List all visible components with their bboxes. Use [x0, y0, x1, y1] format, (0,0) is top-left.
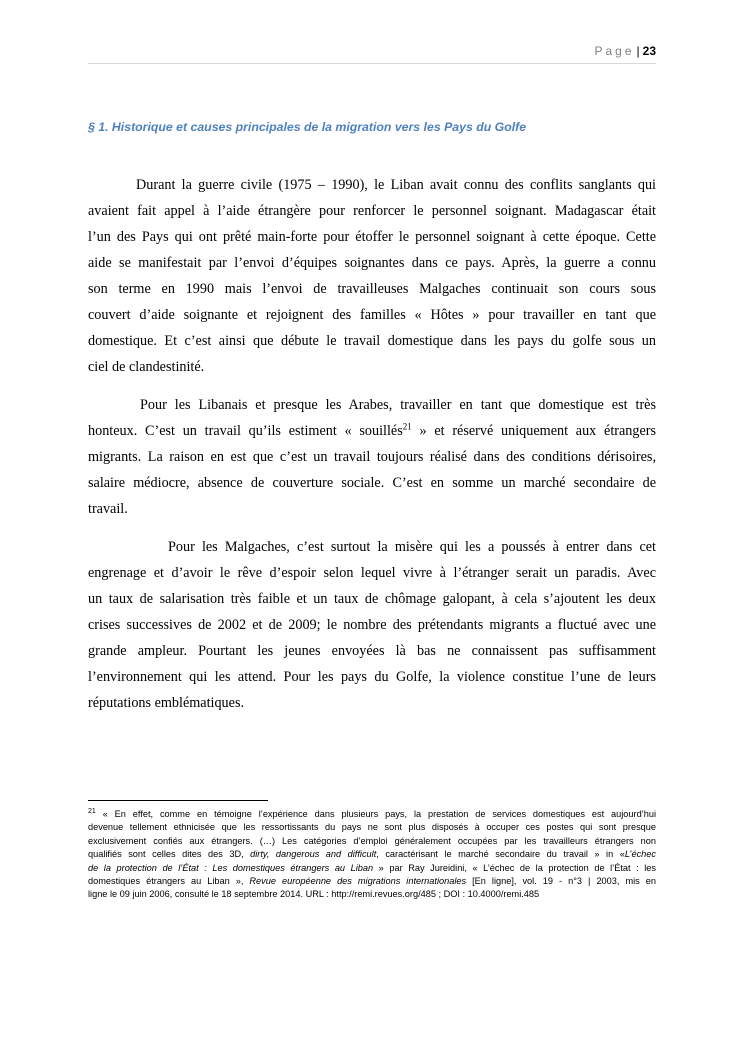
text-line: l’un des Pays qui ont prêté main-forte pour étoffer le personnel soignant à cette époque. Cette: [88, 229, 656, 245]
text-segment: » et réservé uniquement aux étrangers: [419, 423, 657, 439]
text-line: migrants. La raison en est que c’est un travail toujours réalisé dans des conditions dérisoires,: [88, 449, 656, 465]
text-line: Durant la guerre civile (1975 – 1990), le Liban avait connu des conflits sanglants qui: [136, 177, 656, 193]
page-number: 23: [642, 44, 656, 58]
paragraph-1: [88, 172, 656, 380]
text-line: grande ampleur. Pourtant les jeunes envoyées là bas ne connaissent pas suffisamment: [88, 643, 656, 659]
text-line: domestique. Et c’est ainsi que débute le travail domestique dans les pays du golfe sous un: [88, 333, 656, 349]
footnote-line: [88, 808, 656, 821]
footnote-line: [88, 862, 656, 875]
text-line: avaient fait appel à l’aide étrangère pour renforcer le personnel soignant. Madagascar était: [88, 203, 656, 219]
footnote-number: 21: [88, 807, 96, 815]
footnote-italic: L’échec: [624, 849, 656, 860]
footnote: [88, 808, 656, 902]
text-line: travail.: [88, 501, 128, 517]
footnote-line: exclusivement confiés aux étrangers. (…) Les catégories d’emploi généralement occupées par les travailleurs étrangers non: [88, 835, 656, 846]
footnote-line: devenue tellement ethnicisée que les ressortissants du pays ne sont plus disposés à occuper ces postes qui sont presque: [88, 822, 656, 833]
text-line: couvert d’aide soignante et rejoignent des familles « Hôtes » pour travailler en tant que: [88, 307, 656, 323]
text-line: ciel de clandestinité.: [88, 359, 205, 375]
text-line: réputations emblématiques.: [88, 695, 245, 711]
paragraph-3: [88, 534, 656, 716]
text-line: un taux de salarisation très faible et un taux de chômage galopant, à cela s’ajoutent les deux: [88, 591, 656, 607]
footnote-line: ligne le 09 juin 2006, consulté le 18 septembre 2014. URL : http://remi.revues.org/485 ; DOI : 10.4000/remi.485: [88, 889, 540, 900]
footnote-italic: dirty, dangerous and difficult: [250, 849, 377, 860]
text-line: Pour les Malgaches, c’est surtout la misère qui les a poussés à entrer dans cet: [168, 539, 656, 555]
text-segment: honteux. C’est un travail qu’ils estiment « souillés: [88, 423, 403, 439]
paragraph-2: [88, 392, 656, 522]
text-line: son terme en 1990 mais l’envoi de travailleuses Malgaches continuait son cours sous: [88, 281, 656, 297]
text-line: crises successives de 2002 et de 2009; le nombre des prétendants migrants a fluctué avec une: [88, 617, 656, 633]
footnote-ref[interactable]: 21: [402, 421, 412, 432]
text-line: Pour les Libanais et presque les Arabes, travailler en tant que domestique est très: [140, 397, 656, 413]
page-label: Page: [594, 44, 635, 58]
footnote-text: qualifiés sont celles dites des 3D,: [88, 849, 251, 860]
footnote-italic: Revue européenne des migrations internationales: [249, 876, 467, 887]
text-line: aide se manifestait par l’envoi d’équipes soignantes dans ce pays. Après, la guerre a connu: [88, 255, 656, 271]
footnote-text: « En effet, comme en témoigne l’expérience dans plusieurs pays, la prestation de services domestiques est aujourd’hui: [102, 809, 656, 819]
section-title: § 1. Historique et causes principales de la migration vers les Pays du Golfe: [88, 120, 527, 134]
text-line: [88, 418, 656, 444]
footnote-line: [88, 848, 656, 861]
text-line: l’environnement qui les attend. Pour les pays du Golfe, la violence constitue l’une de leurs: [88, 669, 656, 685]
footnote-text: domestiques étrangers au Liban »,: [88, 876, 250, 887]
footnote-separator: [88, 800, 268, 801]
footnote-italic: de la protection de l’État : Les domestiques étrangers au Liban: [88, 862, 374, 873]
footnote-text: [En ligne], vol. 19 - n°3 | 2003, mis en: [466, 876, 657, 887]
text-line: salaire médiocre, absence de couverture sociale. C’est en somme un marché secondaire de: [88, 475, 656, 491]
page-separator: |: [636, 44, 640, 58]
footnote-line: [88, 875, 656, 888]
footnote-text: » par Ray Jureidini, « L’échec de la protection de l’État : les: [373, 862, 657, 873]
page-header: [88, 44, 656, 64]
footnote-text: , caractérisant le marché secondaire du travail » in «: [376, 849, 625, 860]
text-line: engrenage et d’avoir le rêve d’espoir selon lequel vivre à l’étranger serait un paradis. Avec: [88, 565, 656, 581]
